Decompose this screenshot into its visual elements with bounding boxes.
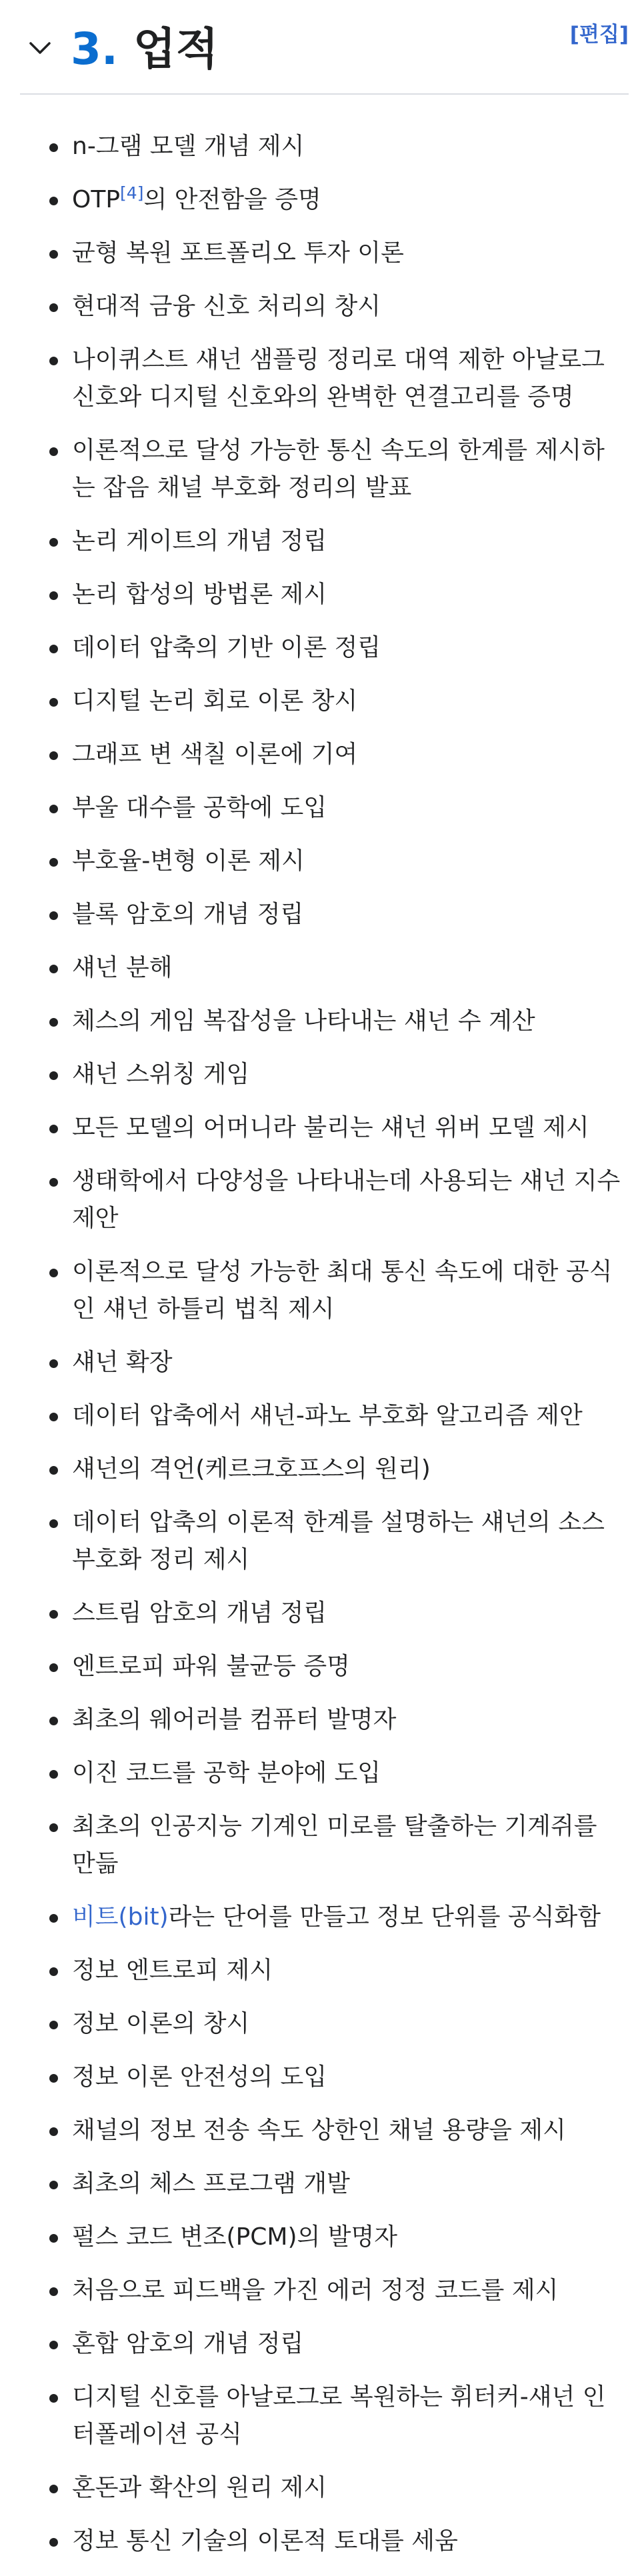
list-item (0, 1595, 644, 1632)
list-item (0, 1808, 644, 1883)
list-item (0, 235, 644, 272)
bullet-icon (49, 1770, 58, 1779)
bullet-icon (49, 1178, 58, 1187)
list-item-text: 라는 단어를 만들고 정보 단위를 공식화함 (168, 1903, 601, 1931)
list-item-text: 처음으로 피드백을 가진 에러 정정 코드를 제시 (72, 2277, 559, 2304)
bullet-icon (49, 965, 58, 973)
list-item (0, 896, 644, 933)
section-header (20, 0, 629, 95)
list-item-text: 논리 게이트의 개념 정립 (72, 527, 327, 555)
list-item (0, 1163, 644, 1237)
list-item (0, 1344, 644, 1381)
bullet-icon (49, 250, 58, 259)
edit-link[interactable] (570, 19, 629, 51)
list-item-text: 부호율-변형 이론 제시 (72, 847, 305, 875)
list-item-text: 디지털 논리 회로 이론 창시 (72, 687, 358, 715)
bullet-icon (49, 1663, 58, 1672)
bullet-icon (49, 751, 58, 760)
list-item (0, 1056, 644, 1093)
list-item (0, 1003, 644, 1040)
list-item (0, 2165, 644, 2203)
list-item (0, 341, 644, 416)
list-item (0, 1397, 644, 1435)
list-item (0, 2523, 644, 2560)
list-item (0, 2325, 644, 2363)
bullet-icon (49, 143, 58, 152)
list-item (0, 736, 644, 773)
bullet-icon (49, 2341, 58, 2349)
list-item-text: 블록 암호의 개념 정립 (72, 901, 304, 928)
list-item (0, 2219, 644, 2256)
bullet-icon (49, 2287, 58, 2296)
bullet-icon (49, 303, 58, 312)
list-item-text: 혼합 암호의 개념 정립 (72, 2330, 304, 2357)
chevron-down-icon[interactable] (27, 35, 53, 61)
reference-link[interactable]: [4] (120, 183, 144, 203)
list-item-text: 최초의 인공지능 기계인 미로를 탈출하는 기계쥐를 만듦 (72, 1813, 597, 1877)
list-item (0, 432, 644, 507)
list-item-text: 정보 이론 안전성의 도입 (72, 2063, 327, 2091)
list-item-text: 섀넌의 격언(케르크호프스의 원리) (72, 1455, 431, 1483)
list-item (0, 1755, 644, 1792)
list-item-text: 혼돈과 확산의 원리 제시 (72, 2474, 327, 2501)
list-item (0, 683, 644, 720)
list-item-text: 디지털 신호를 아날로그로 복원하는 휘터커-섀넌 인터폴레이션 공식 (72, 2383, 606, 2448)
bullet-icon (49, 1125, 58, 1133)
section-heading (71, 16, 219, 83)
list-item-text: 펄스 코드 변조(PCM)의 발명자 (72, 2223, 398, 2251)
edit-bracket-close: ] (619, 23, 629, 47)
bullet-icon (49, 447, 58, 456)
bullet-icon (49, 1717, 58, 1725)
list-item-text: 정보 통신 기술의 이론적 토대를 세움 (72, 2527, 458, 2555)
list-item-text: 생태학에서 다양성을 나타내는데 사용되는 섀넌 지수 제안 (72, 1167, 621, 1232)
bullet-icon (49, 2485, 58, 2493)
list-item (0, 629, 644, 667)
edit-bracket-open: [ (569, 23, 579, 47)
list-item-text: 스트림 암호의 개념 정립 (72, 1599, 327, 1627)
bullet-icon (49, 1466, 58, 1475)
list-item (0, 576, 644, 613)
achievements-list (0, 128, 644, 2576)
bullet-icon (49, 698, 58, 707)
list-item (0, 2469, 644, 2507)
bullet-icon (49, 1359, 58, 1368)
list-item (0, 949, 644, 987)
list-item-text: 데이터 압축에서 섀넌-파노 부호화 알고리즘 제안 (72, 1402, 583, 1429)
list-item (0, 128, 644, 165)
bullet-icon (49, 1071, 58, 1080)
bullet-icon (49, 645, 58, 653)
list-item-text: 체스의 게임 복잡성을 나타내는 섀넌 수 계산 (72, 1007, 535, 1035)
list-item-text: 엔트로피 파워 불균등 증명 (72, 1653, 350, 1680)
bullet-icon (49, 911, 58, 920)
list-item-text: 최초의 체스 프로그램 개발 (72, 2170, 350, 2197)
bullet-icon (49, 2538, 58, 2547)
list-item-text: n-그램 모델 개념 제시 (72, 133, 305, 160)
bullet-icon (49, 591, 58, 600)
list-item-text: 의 안전함을 증명 (143, 186, 321, 213)
bullet-icon (49, 805, 58, 813)
list-item-text: 이론적으로 달성 가능한 최대 통신 속도에 대한 공식인 섀넌 하틀리 법칙 제시 (72, 1258, 613, 1323)
bullet-icon (49, 1018, 58, 1027)
list-item (0, 181, 644, 219)
list-item (0, 2272, 644, 2309)
list-item-text: 섀넌 분해 (72, 954, 173, 981)
bullet-icon (49, 1519, 58, 1528)
edit-label: 편집 (579, 23, 619, 47)
list-item-text: 데이터 압축의 이론적 한계를 설명하는 섀넌의 소스 부호화 정리 제시 (72, 1509, 605, 1573)
list-item (0, 288, 644, 325)
list-item-text: OTP (72, 186, 121, 213)
bit-link[interactable]: 비트(bit) (72, 1903, 169, 1931)
bullet-icon (49, 2181, 58, 2189)
list-item-text: 부울 대수를 공학에 도입 (72, 794, 327, 821)
list-item (0, 1504, 644, 1579)
bullet-icon (49, 1610, 58, 1619)
list-item (0, 843, 644, 880)
list-item-text: 균형 복원 포트폴리오 투자 이론 (72, 239, 404, 267)
list-item-text: 그래프 변 색칠 이론에 기여 (72, 741, 358, 768)
list-item-text: 최초의 웨어러블 컴퓨터 발명자 (72, 1706, 397, 1733)
list-item (0, 523, 644, 560)
list-item (0, 789, 644, 827)
list-item (0, 1648, 644, 1685)
bullet-icon (49, 858, 58, 867)
list-item-text: 정보 엔트로피 제시 (72, 1957, 273, 1984)
bullet-icon (49, 1823, 58, 1832)
list-item-text: 모든 모델의 어머니라 불리는 섀넌 위버 모델 제시 (72, 1114, 589, 1141)
list-item-text: 논리 합성의 방법론 제시 (72, 581, 327, 608)
list-item (0, 1952, 644, 1989)
bullet-icon (49, 1413, 58, 1421)
list-item-text: 채널의 정보 전송 속도 상한인 채널 용량을 제시 (72, 2117, 566, 2144)
list-item-text: 섀넌 확장 (72, 1349, 173, 1376)
list-item (0, 1451, 644, 1488)
bullet-icon (49, 1967, 58, 1976)
bullet-icon (49, 2021, 58, 2029)
section-number: 3. (71, 23, 118, 75)
bullet-icon (49, 538, 58, 547)
bullet-icon (49, 2394, 58, 2403)
list-item (0, 2059, 644, 2096)
bullet-icon (49, 2234, 58, 2243)
list-item (0, 1701, 644, 1739)
list-item-text: 데이터 압축의 기반 이론 정립 (72, 634, 381, 661)
list-item-text: 나이퀴스트 섀넌 샘플링 정리로 대역 제한 아날로그 신호와 디지털 신호와의 완벽한 연결고리를 증명 (72, 346, 605, 411)
list-item (0, 2112, 644, 2149)
list-item (0, 1253, 644, 1328)
list-item-text: 정보 이론의 창시 (72, 2010, 250, 2037)
list-item-text: 섀넌 스위칭 게임 (72, 1061, 250, 1088)
list-item-text: 이진 코드를 공학 분야에 도입 (72, 1759, 381, 1787)
bullet-icon (49, 197, 58, 205)
list-item (0, 1109, 644, 1147)
list-item-text: 이론적으로 달성 가능한 통신 속도의 한계를 제시하는 잡음 채널 부호화 정리의 발표 (72, 437, 605, 501)
bullet-icon (49, 2074, 58, 2083)
bullet-icon (49, 357, 58, 365)
bullet-icon (49, 1914, 58, 1923)
section-title: 업적 (133, 23, 219, 75)
list-item (0, 2005, 644, 2043)
bullet-icon (49, 1269, 58, 1277)
list-item (0, 1899, 644, 1936)
bullet-icon (49, 2127, 58, 2136)
list-item (0, 2379, 644, 2453)
list-item-text: 현대적 금융 신호 처리의 창시 (72, 293, 381, 320)
